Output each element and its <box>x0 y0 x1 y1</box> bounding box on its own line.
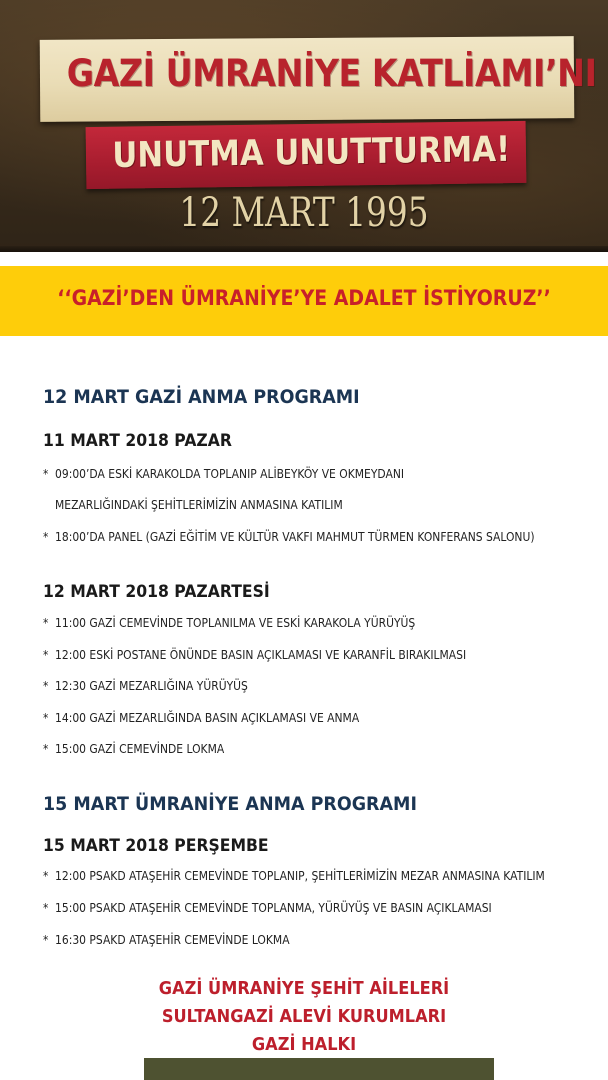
footer-line-1: GAZİ ÜMRANİYE ŞEHİT AİLELERİ <box>158 978 450 999</box>
footer-line-2: SULTANGAZİ ALEVİ KURUMLARI <box>161 1006 447 1027</box>
list-item: * 09:00’DA ESKİ KARAKOLDA TOPLANIP ALİBEYKÖY VE OKMEYDANI <box>43 466 405 481</box>
bullet-glyph: * <box>43 529 49 544</box>
slogan-text: ‘‘GAZİ’DEN ÜMRANİYE’YE ADALET İSTİYORUZ’’ <box>57 286 551 310</box>
bullet-glyph: * <box>43 741 49 756</box>
bullet-glyph: * <box>43 868 49 883</box>
banner-bottom-edge <box>0 246 608 252</box>
program-title-gazi: 12 MART GAZİ ANMA PROGRAMI <box>43 386 360 408</box>
list-item: * 14:00 GAZİ MEZARLIĞINDA BASIN AÇIKLAMASI VE ANMA <box>43 710 360 725</box>
bullet-glyph: * <box>43 710 49 725</box>
day-title-11-mart: 11 MART 2018 PAZAR <box>43 431 232 451</box>
banner-title-line2: UNUTMA UNUTTURMA! <box>112 129 511 177</box>
banner-date: 12 MART 1995 <box>179 190 429 236</box>
list-item: * 12:00 ESKİ POSTANE ÖNÜNDE BASIN AÇIKLAMASI VE KARANFİL BIRAKILMASI <box>43 647 467 662</box>
bullet-glyph: * <box>43 615 49 630</box>
list-item: * 12:00 PSAKD ATAŞEHİR CEMEVİNDE TOPLANIP, ŞEHİTLERİMİZİN MEZAR ANMASINA KATILIM <box>43 868 545 883</box>
list-item: * 15:00 PSAKD ATAŞEHİR CEMEVİNDE TOPLANMA, YÜRÜYÜŞ VE BASIN AÇIKLAMASI <box>43 900 492 915</box>
day-title-12-mart: 12 MART 2018 PAZARTESİ <box>43 582 270 602</box>
bullet-glyph: * <box>43 932 49 947</box>
day-title-15-mart: 15 MART 2018 PERŞEMBE <box>43 836 269 856</box>
bullet-glyph: * <box>43 678 49 693</box>
list-item: * 12:30 GAZİ MEZARLIĞINA YÜRÜYÜŞ <box>43 678 248 693</box>
list-item: * 15:00 GAZİ CEMEVİNDE LOKMA <box>43 741 225 756</box>
program-title-umraniye: 15 MART ÜMRANİYE ANMA PROGRAMI <box>43 793 417 815</box>
footer-bar <box>144 1058 494 1080</box>
bullet-glyph: * <box>43 900 49 915</box>
list-item: * 16:30 PSAKD ATAŞEHİR CEMEVİNDE LOKMA <box>43 932 290 947</box>
list-item-continuation: MEZARLIĞINDAKİ ŞEHİTLERİMİZİN ANMASINA KATILIM <box>55 497 343 512</box>
header-banner <box>0 0 608 252</box>
banner-title-line1: GAZİ ÜMRANİYE KATLİAMI’NI <box>66 52 597 95</box>
list-item: * 18:00’DA PANEL (GAZİ EĞİTİM VE KÜLTÜR VAKFI MAHMUT TÜRMEN KONFERANS SALONU) <box>43 529 535 544</box>
footer-line-3: GAZİ HALKI <box>251 1034 357 1055</box>
bullet-glyph: * <box>43 647 49 662</box>
list-item: * 11:00 GAZİ CEMEVİNDE TOPLANILMA VE ESKİ KARAKOLA YÜRÜYÜŞ <box>43 615 416 630</box>
bullet-glyph: * <box>43 466 49 481</box>
